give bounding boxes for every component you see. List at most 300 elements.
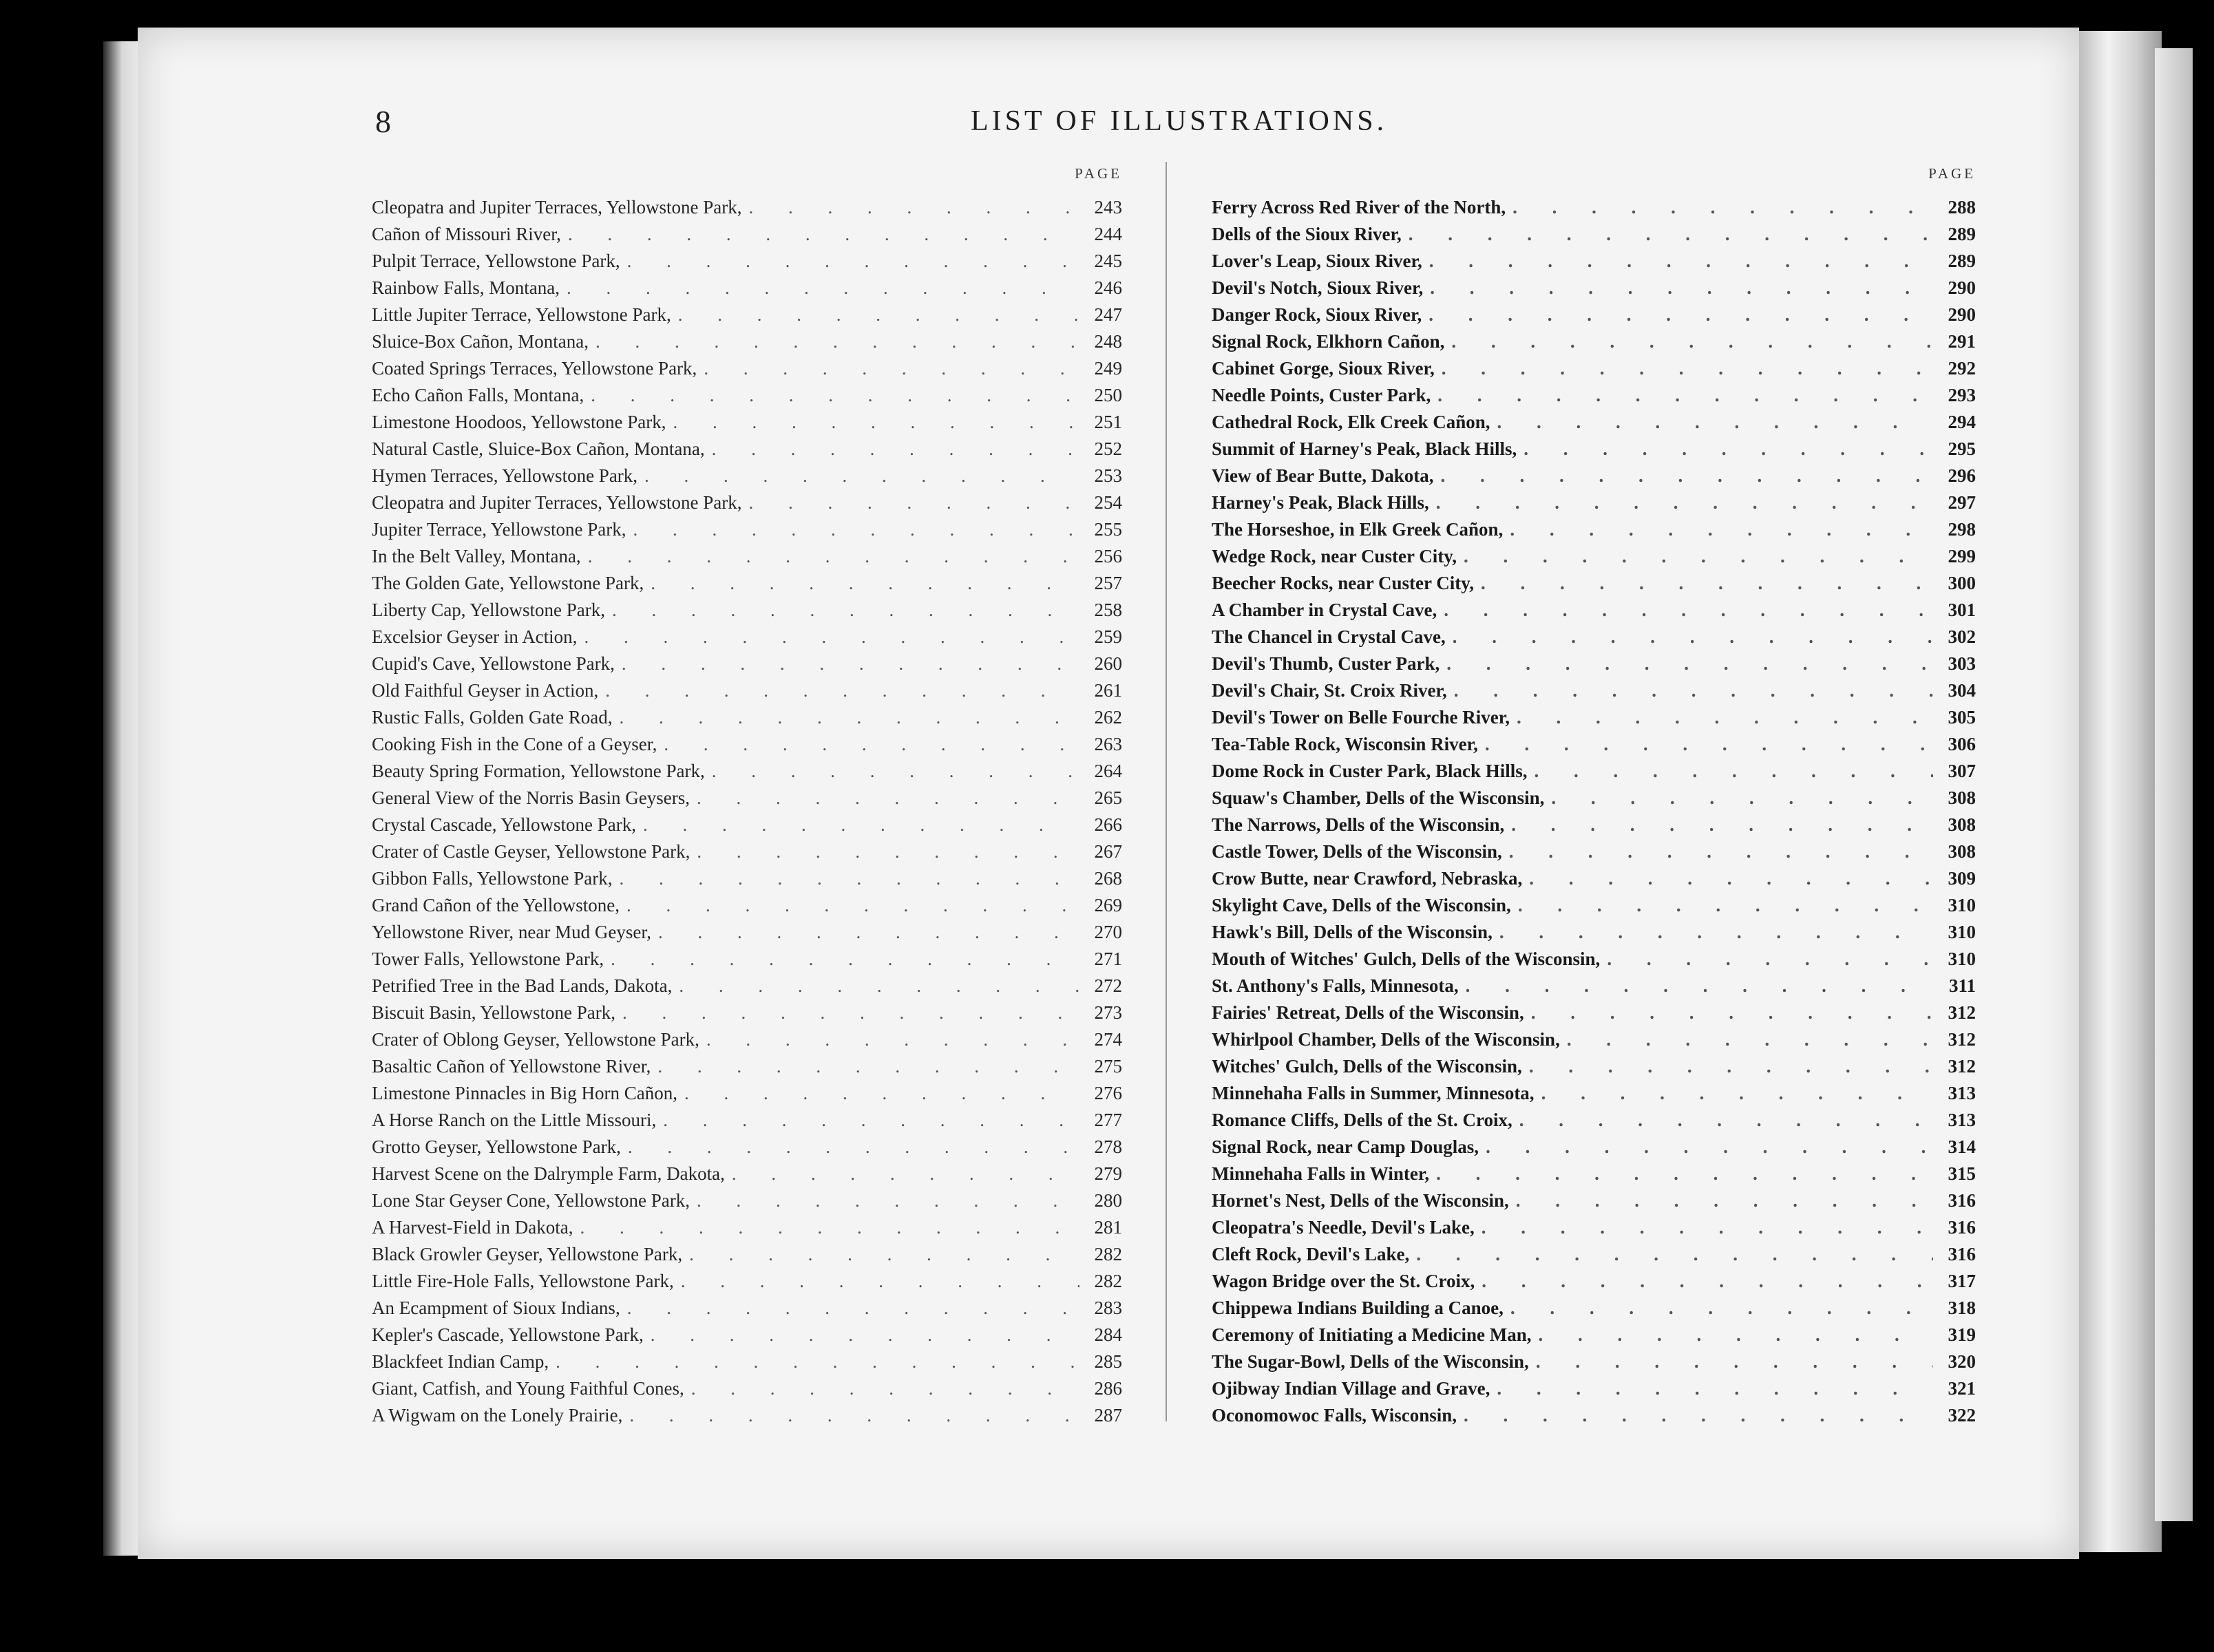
dot-leader (643, 812, 1079, 838)
illustration-page-number: 309 (1948, 868, 1976, 889)
illustration-title: Giant, Catfish, and Young Faithful Cones, (372, 1378, 684, 1399)
illustration-entry (372, 355, 1122, 382)
illustration-title: The Chancel in Crystal Cave, (1212, 626, 1446, 647)
illustration-entry (372, 758, 1122, 785)
page-title: LIST OF ILLUSTRATIONS. (971, 105, 1388, 137)
illustration-entry (372, 812, 1122, 838)
illustration-title: Limestone Hoodoos, Yellowstone Park, (372, 412, 666, 432)
illustration-entry (1212, 650, 1976, 677)
illustration-title: Black Growler Geyser, Yellowstone Park, (372, 1244, 683, 1264)
dot-leader (1446, 650, 1933, 677)
illustration-title: The Narrows, Dells of the Wisconsin, (1212, 814, 1505, 835)
illustration-title: Wedge Rock, near Custer City, (1212, 546, 1457, 566)
illustration-entry (1212, 1080, 1976, 1107)
illustration-title: Needle Points, Custer Park, (1212, 385, 1431, 405)
illustration-entry (1212, 1053, 1976, 1080)
illustration-title: Ojibway Indian Village and Grave, (1212, 1378, 1490, 1399)
dot-leader (732, 1161, 1079, 1187)
dot-leader (1428, 301, 1933, 328)
illustration-entry (372, 946, 1122, 973)
dot-leader (1453, 624, 1933, 650)
illustration-page-number: 277 (1094, 1110, 1122, 1130)
illustration-title: Blackfeet Indian Camp, (372, 1351, 549, 1372)
illustration-entry (372, 892, 1122, 919)
illustration-entry (372, 1214, 1122, 1241)
illustration-entry (1212, 1134, 1976, 1161)
illustration-title: Little Jupiter Terrace, Yellowstone Park, (372, 304, 671, 325)
illustration-title: Minnehaha Falls in Winter, (1212, 1163, 1430, 1184)
dot-leader (1607, 946, 1933, 973)
illustration-page-number: 317 (1948, 1271, 1976, 1291)
illustration-page-number: 288 (1948, 197, 1976, 218)
illustration-entry (1212, 221, 1976, 248)
dot-leader (651, 1322, 1079, 1348)
illustration-title: Romance Cliffs, Dells of the St. Croix, (1212, 1110, 1512, 1130)
illustration-entry (372, 516, 1122, 543)
illustration-title: A Chamber in Crystal Cave, (1212, 600, 1437, 620)
illustration-entry (372, 1322, 1122, 1348)
illustration-page-number: 275 (1094, 1056, 1122, 1077)
dot-leader (1429, 248, 1933, 275)
illustration-title: Fairies' Retreat, Dells of the Wisconsin, (1212, 1002, 1524, 1023)
illustration-entry (1212, 328, 1976, 355)
illustration-title: Beauty Spring Formation, Yellowstone Park, (372, 761, 705, 781)
dot-leader (673, 409, 1080, 436)
dot-leader (697, 785, 1079, 812)
dot-leader (1529, 865, 1933, 892)
illustration-title: Minnehaha Falls in Summer, Minnesota, (1212, 1083, 1535, 1103)
illustration-title: Devil's Chair, St. Croix River, (1212, 680, 1447, 701)
page-number: 8 (375, 104, 391, 139)
illustration-entry (372, 463, 1122, 489)
illustration-page-number: 315 (1948, 1163, 1976, 1184)
illustration-entry (1212, 570, 1976, 597)
illustration-page-number: 267 (1094, 841, 1122, 862)
illustration-title: Oconomowoc Falls, Wisconsin, (1212, 1405, 1457, 1426)
illustration-page-number: 272 (1094, 975, 1122, 996)
illustration-page-number: 312 (1948, 1002, 1976, 1023)
dot-leader (681, 1268, 1079, 1295)
dot-leader (1524, 436, 1933, 463)
illustration-page-number: 310 (1948, 895, 1976, 915)
illustration-title: Crystal Cascade, Yellowstone Park, (372, 814, 636, 835)
illustration-title: Devil's Notch, Sioux River, (1212, 277, 1424, 298)
illustration-title: Cleft Rock, Devil's Lake, (1212, 1244, 1410, 1264)
illustration-title: Grand Cañon of the Yellowstone, (372, 895, 620, 915)
illustration-title: Crater of Oblong Geyser, Yellowstone Park, (372, 1029, 699, 1050)
illustration-page-number: 257 (1094, 573, 1122, 593)
illustration-title: Hawk's Bill, Dells of the Wisconsin, (1212, 922, 1493, 942)
dot-leader (684, 1080, 1079, 1107)
illustration-title: Pulpit Terrace, Yellowstone Park, (372, 251, 620, 271)
illustration-page-number: 285 (1094, 1351, 1122, 1372)
dot-leader (568, 221, 1079, 248)
illustration-page-number: 249 (1094, 358, 1122, 379)
dot-leader (611, 946, 1079, 973)
illustration-title: Devil's Tower on Belle Fourche River, (1212, 707, 1510, 728)
illustration-page-number: 274 (1094, 1029, 1122, 1050)
illustration-page-number: 284 (1094, 1324, 1122, 1345)
illustration-title: Devil's Thumb, Custer Park, (1212, 653, 1440, 674)
illustration-page-number: 303 (1948, 653, 1976, 674)
dot-leader (1482, 1214, 1933, 1241)
illustration-title: Kepler's Cascade, Yellowstone Park, (372, 1324, 644, 1345)
illustration-title: Cupid's Cave, Yellowstone Park, (372, 653, 615, 674)
book-page-edges (2079, 31, 2162, 1552)
dot-leader (1464, 543, 1933, 570)
illustration-page-number: 302 (1948, 626, 1976, 647)
dot-leader (664, 731, 1079, 758)
illustration-title: Whirlpool Chamber, Dells of the Wisconsin, (1212, 1029, 1560, 1050)
illustration-entry (372, 919, 1122, 946)
illustration-title: Petrified Tree in the Bad Lands, Dakota, (372, 975, 673, 996)
illustration-title: Tea-Table Rock, Wisconsin River, (1212, 734, 1478, 754)
illustration-page-number: 244 (1094, 224, 1122, 244)
illustration-entry (1212, 1375, 1976, 1402)
illustration-title: Squaw's Chamber, Dells of the Wisconsin, (1212, 787, 1545, 808)
illustration-page-number: 278 (1094, 1136, 1122, 1157)
illustration-entry (1212, 301, 1976, 328)
illustration-page-number: 293 (1948, 385, 1976, 405)
dot-leader (627, 248, 1079, 275)
illustration-entry (372, 221, 1122, 248)
illustration-entry (1212, 543, 1976, 570)
left-column (372, 160, 1122, 1429)
illustration-title: Harney's Peak, Black Hills, (1212, 492, 1429, 513)
illustration-page-number: 321 (1948, 1378, 1976, 1399)
illustration-title: A Harvest-Field in Dakota, (372, 1217, 573, 1238)
illustration-page-number: 254 (1094, 492, 1122, 513)
illustration-page-number: 253 (1094, 465, 1122, 486)
illustration-entry (372, 597, 1122, 624)
illustration-entry (1212, 248, 1976, 275)
illustration-entry (1212, 275, 1976, 301)
illustration-entry (372, 704, 1122, 731)
illustration-page-number: 271 (1094, 949, 1122, 969)
dot-leader (591, 382, 1079, 409)
illustration-title: Cañon of Missouri River, (372, 224, 561, 244)
dot-leader (1536, 1348, 1933, 1375)
illustration-page-number: 300 (1948, 573, 1976, 593)
illustration-entry (1212, 1214, 1976, 1241)
illustration-entry (372, 1026, 1122, 1053)
illustration-page-number: 260 (1094, 653, 1122, 674)
illustration-entry (372, 1402, 1122, 1429)
illustration-page-number: 286 (1094, 1378, 1122, 1399)
illustration-title: Gibbon Falls, Yellowstone Park, (372, 868, 613, 889)
illustration-entry (1212, 1268, 1976, 1295)
illustration-title: Little Fire-Hole Falls, Yellowstone Park, (372, 1271, 674, 1291)
illustration-page-number: 247 (1094, 304, 1122, 325)
illustration-page-number: 312 (1948, 1056, 1976, 1077)
right-column (1212, 160, 1976, 1429)
illustration-title: In the Belt Valley, Montana, (372, 546, 581, 566)
illustration-title: Castle Tower, Dells of the Wisconsin, (1212, 841, 1502, 862)
illustration-entry (1212, 1107, 1976, 1134)
illustration-title: Basaltic Cañon of Yellowstone River, (372, 1056, 651, 1077)
illustration-page-number: 310 (1948, 949, 1976, 969)
illustration-title: Summit of Harney's Peak, Black Hills, (1212, 438, 1517, 459)
dot-leader (1444, 597, 1933, 624)
illustration-title: Natural Castle, Sluice-Box Cañon, Montana, (372, 438, 705, 459)
illustration-title: General View of the Norris Basin Geysers, (372, 787, 690, 808)
illustration-title: Ceremony of Initiating a Medicine Man, (1212, 1324, 1532, 1345)
illustration-page-number: 310 (1948, 922, 1976, 942)
illustration-entry (372, 650, 1122, 677)
illustration-entry (372, 1241, 1122, 1268)
illustration-page-number: 308 (1948, 841, 1976, 862)
illustration-page-number: 299 (1948, 546, 1976, 566)
illustration-page-number: 287 (1094, 1405, 1122, 1426)
illustration-page-number: 316 (1948, 1244, 1976, 1264)
illustration-title: Cleopatra and Jupiter Terraces, Yellowstone Park, (372, 197, 742, 218)
dot-leader (1409, 221, 1933, 248)
illustration-page-number: 295 (1948, 438, 1976, 459)
dot-leader (595, 328, 1079, 355)
dot-leader (1529, 1053, 1933, 1080)
dot-leader (657, 1053, 1079, 1080)
illustration-page-number: 319 (1948, 1324, 1976, 1345)
illustration-entry (1212, 865, 1976, 892)
dot-leader (1535, 758, 1934, 785)
dot-leader (1437, 382, 1933, 409)
dot-leader (622, 650, 1079, 677)
dot-leader (1442, 355, 1933, 382)
illustration-entry (1212, 973, 1976, 999)
dot-leader (1510, 516, 1933, 543)
illustration-entry (1212, 516, 1976, 543)
illustration-entry (372, 436, 1122, 463)
dot-leader (748, 489, 1079, 516)
illustration-entry (372, 973, 1122, 999)
illustration-page-number: 282 (1094, 1244, 1122, 1264)
illustration-page-number: 245 (1094, 251, 1122, 271)
dot-leader (556, 1348, 1079, 1375)
illustration-entry (372, 1053, 1122, 1080)
right-page-header: PAGE (1928, 165, 1976, 182)
illustration-entry (1212, 704, 1976, 731)
illustration-entry (1212, 1187, 1976, 1214)
right-entry-list (1212, 194, 1976, 1429)
illustration-page-number: 289 (1948, 251, 1976, 271)
illustration-title: Dells of the Sioux River, (1212, 224, 1402, 244)
illustration-title: Skylight Cave, Dells of the Wisconsin, (1212, 895, 1511, 915)
illustration-title: Dome Rock in Custer Park, Black Hills, (1212, 761, 1528, 781)
dot-leader (1430, 275, 1933, 301)
illustration-entry (1212, 489, 1976, 516)
illustration-page-number: 268 (1094, 868, 1122, 889)
dot-leader (580, 1214, 1079, 1241)
illustration-page-number: 301 (1948, 600, 1976, 620)
illustration-title: Cabinet Gorge, Sioux River, (1212, 358, 1435, 379)
illustration-page-number: 306 (1948, 734, 1976, 754)
illustration-title: Grotto Geyser, Yellowstone Park, (372, 1136, 621, 1157)
illustration-page-number: 269 (1094, 895, 1122, 915)
illustration-page-number: 259 (1094, 626, 1122, 647)
illustration-entry (1212, 1295, 1976, 1322)
illustration-title: Hornet's Nest, Dells of the Wisconsin, (1212, 1190, 1509, 1211)
dot-leader (1464, 1402, 1933, 1429)
illustration-title: View of Bear Butte, Dakota, (1212, 465, 1434, 486)
illustration-entry (372, 1161, 1122, 1187)
illustration-page-number: 281 (1094, 1217, 1122, 1238)
illustration-page-number: 291 (1948, 331, 1976, 352)
illustration-entry (372, 301, 1122, 328)
column-divider (1166, 162, 1167, 1421)
illustration-page-number: 311 (1948, 975, 1976, 996)
dot-leader (622, 999, 1079, 1026)
dot-leader (1519, 1107, 1933, 1134)
illustration-page-number: 279 (1094, 1163, 1122, 1184)
illustration-title: Harvest Scene on the Dalrymple Farm, Dakota, (372, 1163, 725, 1184)
dot-leader (706, 1026, 1079, 1053)
dot-leader (1482, 1268, 1933, 1295)
illustration-entry (1212, 597, 1976, 624)
illustration-entry (1212, 758, 1976, 785)
illustration-entry (372, 999, 1122, 1026)
illustration-page-number: 308 (1948, 814, 1976, 835)
illustration-entry (372, 1187, 1122, 1214)
illustration-entry (372, 1295, 1122, 1322)
illustration-title: Wagon Bridge over the St. Croix, (1212, 1271, 1475, 1291)
illustration-page-number: 290 (1948, 277, 1976, 298)
illustration-entry (1212, 436, 1976, 463)
illustration-entry (1212, 409, 1976, 436)
book-cover-edge (2155, 48, 2193, 1521)
illustration-page-number: 263 (1094, 734, 1122, 754)
dot-leader (697, 1187, 1079, 1214)
illustration-page-number: 266 (1094, 814, 1122, 835)
illustration-page-number: 308 (1948, 787, 1976, 808)
dot-leader (651, 570, 1079, 597)
dot-leader (689, 1241, 1079, 1268)
illustration-entry (372, 328, 1122, 355)
dot-leader (628, 1134, 1079, 1161)
dot-leader (627, 1295, 1079, 1322)
dot-leader (633, 516, 1079, 543)
dot-leader (1517, 704, 1933, 731)
illustration-title: The Horseshoe, in Elk Greek Cañon, (1212, 519, 1504, 540)
illustration-entry (372, 624, 1122, 650)
illustration-title: Rustic Falls, Golden Gate Road, (372, 707, 613, 728)
illustration-title: Signal Rock, Elkhorn Cañon, (1212, 331, 1445, 352)
left-entry-list (372, 194, 1122, 1429)
illustration-page-number: 316 (1948, 1217, 1976, 1238)
dot-leader (626, 892, 1079, 919)
dot-leader (679, 973, 1079, 999)
dot-leader (663, 1107, 1079, 1134)
illustration-page-number: 273 (1094, 1002, 1122, 1023)
illustration-page-number: 322 (1948, 1405, 1976, 1426)
dot-leader (704, 355, 1079, 382)
illustration-page-number: 251 (1094, 412, 1122, 432)
illustration-title: A Wigwam on the Lonely Prairie, (372, 1405, 623, 1426)
illustration-title: Rainbow Falls, Montana, (372, 277, 560, 298)
dot-leader (584, 624, 1079, 650)
illustration-title: Beecher Rocks, near Custer City, (1212, 573, 1474, 593)
illustration-entry (1212, 919, 1976, 946)
illustration-page-number: 297 (1948, 492, 1976, 513)
illustration-entry (1212, 463, 1976, 489)
illustration-entry (1212, 892, 1976, 919)
illustration-entry (1212, 1322, 1976, 1348)
illustration-entry (372, 1348, 1122, 1375)
illustration-page-number: 292 (1948, 358, 1976, 379)
dot-leader (629, 1402, 1079, 1429)
illustration-page-number: 313 (1948, 1110, 1976, 1130)
dot-leader (1516, 1187, 1933, 1214)
dot-leader (1436, 1161, 1933, 1187)
illustration-entry (372, 838, 1122, 865)
illustration-title: Sluice-Box Cañon, Montana, (372, 331, 589, 352)
illustration-title: St. Anthony's Falls, Minnesota, (1212, 975, 1459, 996)
illustration-title: Old Faithful Geyser in Action, (372, 680, 599, 701)
illustration-entry (372, 194, 1122, 221)
dot-leader (712, 758, 1079, 785)
dot-leader (567, 275, 1079, 301)
illustration-page-number: 316 (1948, 1190, 1976, 1211)
dot-leader (1481, 570, 1933, 597)
dot-leader (1531, 999, 1933, 1026)
dot-leader (1551, 785, 1933, 812)
illustration-page-number: 246 (1094, 277, 1122, 298)
illustration-entry (1212, 785, 1976, 812)
illustration-title: Biscuit Basin, Yellowstone Park, (372, 1002, 616, 1023)
dot-leader (1497, 409, 1933, 436)
illustration-entry (1212, 946, 1976, 973)
dot-leader (691, 1375, 1079, 1402)
illustration-page-number: 264 (1094, 761, 1122, 781)
dot-leader (658, 919, 1079, 946)
illustration-entry (372, 248, 1122, 275)
illustration-entry (1212, 731, 1976, 758)
dot-leader (712, 436, 1079, 463)
illustration-entry (1212, 812, 1976, 838)
illustration-entry (1212, 1161, 1976, 1187)
dot-leader (605, 677, 1079, 704)
illustration-page-number: 250 (1094, 385, 1122, 405)
dot-leader (1485, 731, 1933, 758)
illustration-entry (1212, 355, 1976, 382)
illustration-entry (372, 1080, 1122, 1107)
illustration-title: Cooking Fish in the Cone of a Geyser, (372, 734, 657, 754)
illustration-page-number: 304 (1948, 680, 1976, 701)
illustration-page-number: 270 (1094, 922, 1122, 942)
dot-leader (1509, 838, 1933, 865)
illustration-entry (1212, 194, 1976, 221)
illustration-title: Coated Springs Terraces, Yellowstone Park, (372, 358, 697, 379)
illustration-page-number: 294 (1948, 412, 1976, 432)
illustration-entry (372, 785, 1122, 812)
illustration-page-number: 313 (1948, 1083, 1976, 1103)
illustration-title: Danger Rock, Sioux River, (1212, 304, 1422, 325)
dot-leader (748, 194, 1079, 221)
dot-leader (612, 597, 1079, 624)
illustration-entry (372, 865, 1122, 892)
illustration-title: Ferry Across Red River of the North, (1212, 197, 1506, 218)
dot-leader (678, 301, 1079, 328)
illustration-title: A Horse Ranch on the Little Missouri, (372, 1110, 657, 1130)
dot-leader (1510, 1295, 1933, 1322)
illustration-title: Tower Falls, Yellowstone Park, (372, 949, 604, 969)
illustration-title: Excelsior Geyser in Action, (372, 626, 578, 647)
illustration-entry (372, 489, 1122, 516)
illustration-title: Limestone Pinnacles in Big Horn Cañon, (372, 1083, 677, 1103)
illustration-entry (372, 677, 1122, 704)
illustration-title: The Sugar-Bowl, Dells of the Wisconsin, (1212, 1351, 1529, 1372)
illustration-page-number: 320 (1948, 1351, 1976, 1372)
illustration-entry (372, 275, 1122, 301)
